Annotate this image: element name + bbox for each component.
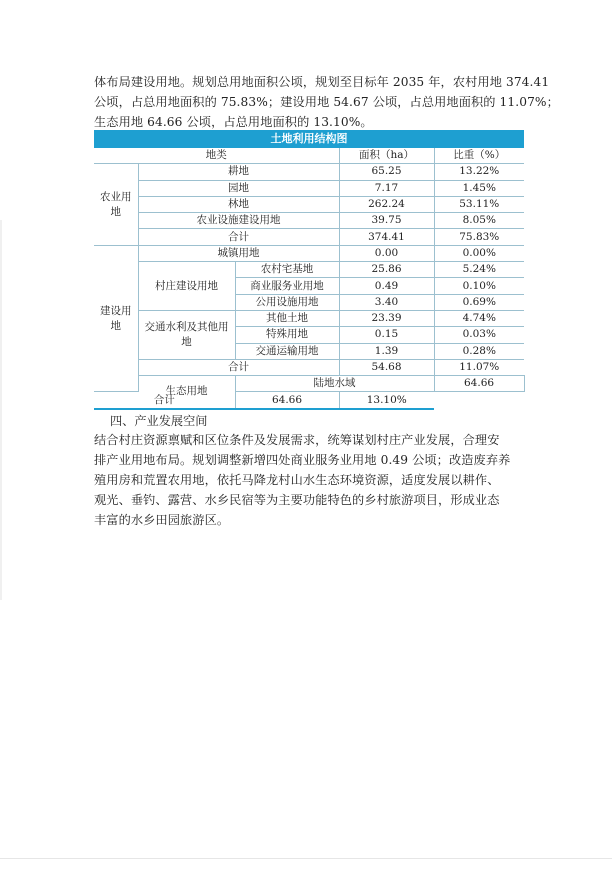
cell-name: 园地 [138,180,339,196]
table-title-row [94,130,524,147]
table-row [94,164,524,180]
cell-area: 25.86 [339,262,434,278]
cell-name: 林地 [138,196,339,212]
cell-ratio: 11.07% [434,359,524,375]
table-row [94,310,524,326]
cell-name: 公用设施用地 [235,294,339,310]
cell-area: 7.17 [339,180,434,196]
table-row-total [94,359,524,375]
cell-area: 374.41 [339,229,434,245]
cell-name: 交通运输用地 [235,343,339,359]
industry-line: 殖用房和荒置农用地，依托马降龙村山水生态环境资源，适度发展以耕作、 [94,473,500,487]
cell-name: 合计 [138,229,339,245]
group-build-label: 建设用地 [94,245,138,392]
cell-area: 262.24 [339,196,434,212]
cell-name: 合计 [138,359,339,375]
group-eco-label: 生态用地 [138,376,235,409]
header-category: 地类 [94,147,339,164]
land-use-table [94,130,524,410]
table-row [94,180,524,196]
cell-area: 1.39 [339,343,434,359]
header-ratio: 比重（%） [434,147,524,164]
cell-area: 54.68 [339,359,434,375]
table-row [94,245,524,261]
cell-ratio: 4.74% [434,310,524,326]
cell-area: 64.66 [235,392,339,409]
table-row-total [94,392,524,409]
table-row [94,213,524,229]
cell-ratio: 13.22% [434,164,524,180]
cell-ratio: 75.83% [434,229,524,245]
table-title: 土地利用结构图 [94,130,524,147]
subgroup-village-label: 村庄建设用地 [138,262,235,311]
scan-edge [0,220,2,600]
cell-ratio: 0.28% [434,343,524,359]
cell-ratio: 0.00% [434,245,524,261]
cell-name: 城镇用地 [138,245,339,261]
cell-area: 0.49 [339,278,434,294]
cell-name: 农村宅基地 [235,262,339,278]
group-agri-label: 农业用地 [94,164,138,245]
page-bottom-line [0,858,612,859]
table-row [94,196,524,212]
subgroup-transport-label: 交通水利及其他用地 [138,310,235,359]
cell-name: 陆地水域 [235,376,434,392]
industry-line: 结合村庄资源禀赋和区位条件及发展需求，统筹谋划村庄产业发展，合理安 [94,433,500,447]
cell-name: 农业设施建设用地 [138,213,339,229]
cell-area: 3.40 [339,294,434,310]
cell-area: 23.39 [339,310,434,326]
cell-area: 65.25 [339,164,434,180]
industry-paragraph [94,430,524,530]
cell-name: 特殊用地 [235,327,339,343]
intro-line: 生态用地 64.66 公顷，占总用地面积的 13.10%。 [94,115,373,129]
cell-ratio: 8.05% [434,213,524,229]
cell-area: 39.75 [339,213,434,229]
cell-name: 其他土地 [235,310,339,326]
cell-ratio: 1.45% [434,180,524,196]
industry-line: 丰富的水乡田园旅游区。 [94,513,230,527]
table-row-total [94,229,524,245]
header-area: 面积（ha） [339,147,434,164]
cell-name: 合计 [94,392,235,409]
intro-line: 公顷，占总用地面积的 75.83%；建设用地 54.67 公顷，占总用地面积的 11.07%； [94,95,559,109]
cell-ratio: 0.03% [434,327,524,343]
cell-ratio: 0.10% [434,278,524,294]
cell-name: 商业服务业用地 [235,278,339,294]
table-header-row [94,147,524,164]
cell-ratio: 53.11% [434,196,524,212]
section-heading: 四、产业发展空间 [110,414,208,428]
cell-ratio: 13.10% [339,392,434,409]
intro-line: 体布局建设用地。规划总用地面积公顷，规划至目标年 2035 年，农村用地 374.41 [94,75,550,89]
industry-line: 观光、垂钓、露营、水乡民宿等为主要功能特色的乡村旅游项目，形成业态 [94,493,500,507]
table-row [94,262,524,278]
cell-ratio: 5.24% [434,262,524,278]
cell-ratio: 0.69% [434,294,524,310]
table-row [94,376,524,392]
intro-paragraph [94,72,559,132]
cell-area: 64.66 [434,376,524,392]
cell-area: 0.15 [339,327,434,343]
cell-name: 耕地 [138,164,339,180]
industry-line: 排产业用地布局。规划调整新增四处商业服务业用地 0.49 公顷；改造废弃养 [94,453,511,467]
cell-area: 0.00 [339,245,434,261]
